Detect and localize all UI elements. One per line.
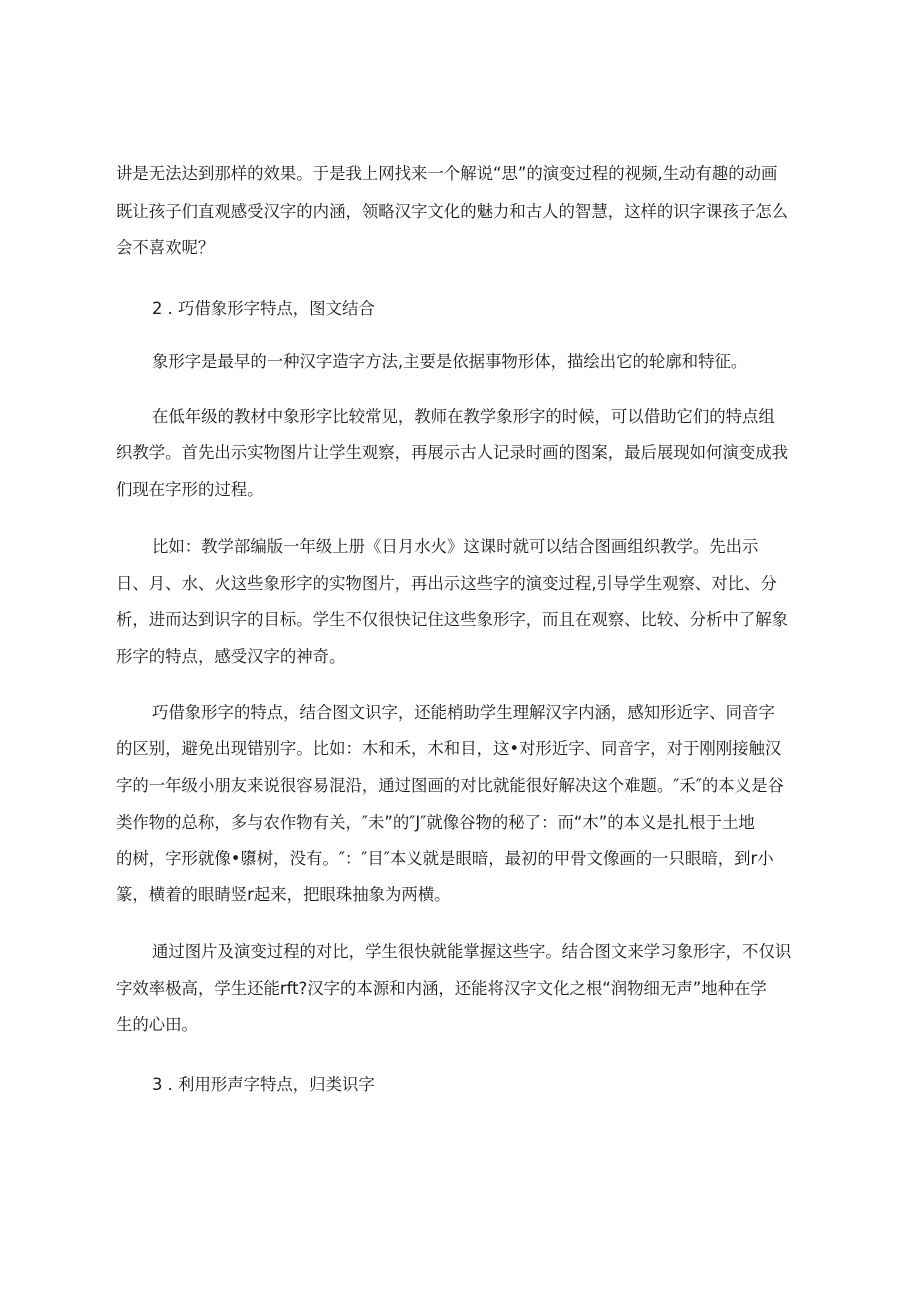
paragraph-line: 织教学。首先出示实物图片让学生观察，再展示古人记录时画的图案，最后展现如何演变成我 <box>116 443 789 462</box>
paragraph-line: 字的一年级小朋友来说很容易混沿，通过图画的对比就能很好解决这个难题。″禾″的本义是谷 <box>116 776 784 795</box>
paragraph-line: 象形字是最早的一种汉字造字方法,主要是依据事物形体，描绘出它的轮廓和特征。 <box>152 352 748 371</box>
paragraph-line: 巧借象形字的特点，结合图文识字，还能梢助学生理解汉字内涵，感知形近字、同音字 <box>152 703 775 722</box>
paragraph-line: 会不喜欢呢？ <box>116 238 215 257</box>
paragraph-line: 通过图片及演变过程的对比，学生很快就能掌握这些字。结合图文来学习象形字，不仅识 <box>152 942 792 961</box>
paragraph-line: 比如：教学部编版一年级上册《日月水火》这课时就可以结合图画组织教学。先出示 <box>152 537 759 556</box>
paragraph-line: 形字的特点，感受汉字的神奇。 <box>116 647 346 666</box>
paragraph-line: 讲是无法达到那样的效果。于是我上网找来一个解说“思”的演变过程的视频,生动有趣的动画 <box>116 164 778 183</box>
paragraph-line: 字效率极高，学生还能rft?汉字的本源和内涵，还能将汉字文化之根“润物细无声”地种在学 <box>116 979 767 998</box>
paragraph-line: 篆，横着的眼睛竖r起来，把眼珠抽象为两横。 <box>116 885 451 904</box>
section-heading: 3 . 利用形声字特点，归类识字 <box>152 1075 375 1094</box>
paragraph-line: 的树，字形就像•隳树，没有。″：″目″本义就是眼暗，最初的甲骨文像画的一只眼暗，到r小 <box>116 849 774 868</box>
paragraph-line: 的区别，避免出现错别字。比如：木和禾，木和目，这•对形近字、同音字，对于刚刚接触汉 <box>116 739 782 758</box>
paragraph-line: 生的心田。 <box>116 1015 198 1034</box>
paragraph-line: 既让孩子们直观感受汉字的内涵，领略汉字文化的魅力和古人的智慧，这样的识字课孩子怎么 <box>116 202 789 221</box>
paragraph-line: 类作物的总称，多与农作物有关，″未”的″J″就像谷物的秘了：而“木”的本义是扎根于土地 <box>116 813 755 832</box>
paragraph-line: 们现在字形的过程。 <box>116 480 264 499</box>
paragraph-line: 日、月、水、火这些象形字的实物图片，再出示这些字的演变过程,引导学生观察、对比、分 <box>116 574 777 593</box>
section-heading: 2 . 巧借象形字特点，图文结合 <box>152 299 375 318</box>
paragraph-line: 析，进而达到识字的目标。学生不仅很快记住这些象形字，而且在观察、比较、分析中了解象 <box>116 610 789 629</box>
paragraph-line: 在低年级的教材中象形字比较常见，教师在教学象形字的时候，可以借助它们的特点组 <box>152 407 775 426</box>
